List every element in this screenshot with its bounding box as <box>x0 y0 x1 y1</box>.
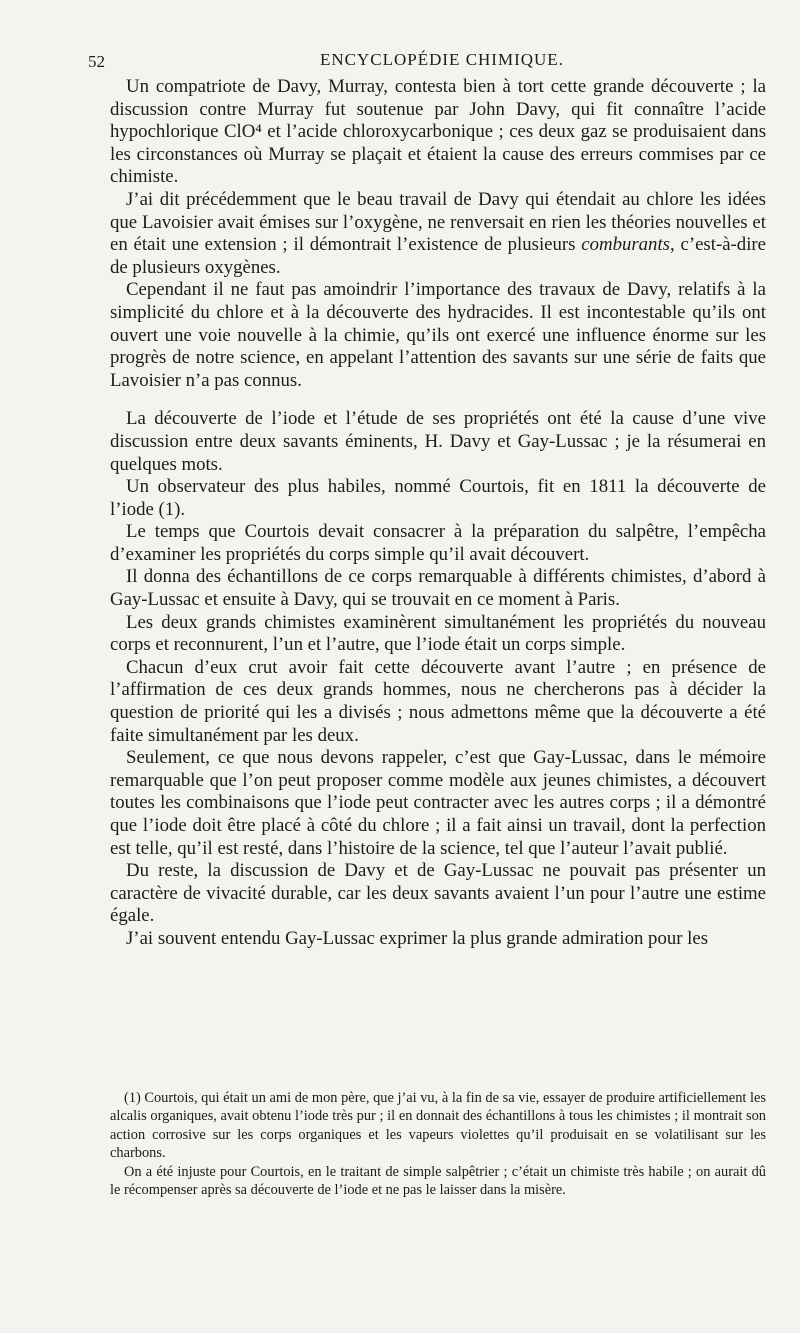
emphasized-word: comburants <box>581 234 670 256</box>
body-text <box>110 76 766 951</box>
running-head: ENCYCLOPÉDIE CHIMIQUE. <box>320 50 564 69</box>
paragraph-text: , c’est-à-dire de plusieurs oxygènes. <box>110 234 766 278</box>
paragraph: J’ai souvent entendu Gay-Lussac exprimer la plus grande admiration pour les <box>126 927 709 949</box>
paragraph <box>110 189 766 279</box>
paragraph: Il donna des échantillons de ce corps remarquable à différents chimistes, d’abord à Gay-Lussac et ensuite à Davy, qui se trouvait en ce moment à Paris. <box>110 566 766 611</box>
paragraph: Seulement, ce que nous devons rappeler, c’est que Gay-Lussac, dans le mémoire remarquable que l’on peut proposer comme modèle aux jeunes chimistes, a découvert toutes les combinaisons que l’iode peut contracter avec les autres corps ; il a démontré que l’iode doit être placé à côté du chlore ; il a fait ainsi un travail, dont la perfection est telle, qu’il est resté, dans l’histoire de la science, tel que l’auteur l’avait publié. <box>110 747 766 859</box>
footnotes <box>110 1089 766 1199</box>
paragraph: Chacun d’eux crut avoir fait cette découverte avant l’autre ; en présence de l’affirmation de ces deux grands hommes, nous ne chercherons pas à décider la question de priorité qui les a divisés ; nous admettons même que la découverte a été faite simultanément par les deux. <box>110 656 766 746</box>
footnote: (1) Courtois, qui était un ami de mon père, que j’ai vu, à la fin de sa vie, essayer de produire artificiellement les alcalis organiques, avait obtenu l’iode très pur ; il en donnait des échantillons à tous les chimistes ; il montrait son action corrosive sur les corps organiques et les vapeurs violettes qu’il produisait en se volatilisant sur les charbons. <box>110 1090 766 1162</box>
page-header <box>0 50 800 72</box>
page-number: 52 <box>88 52 105 71</box>
paragraph: Un observateur des plus habiles, nommé Courtois, fit en 1811 la découverte de l’iode (1). <box>110 476 766 520</box>
paragraph: Du reste, la discussion de Davy et de Gay-Lussac ne pouvait pas présenter un caractère de vivacité durable, car les deux savants avaient l’un pour l’autre une estime égale. <box>110 860 766 927</box>
paragraph: La découverte de l’iode et l’étude de ses propriétés ont été la cause d’une vive discussion entre deux savants éminents, H. Davy et Gay-Lussac ; je la résumerai en quelques mots. <box>110 408 766 475</box>
paragraph-text: J’ai dit précédemment que le beau travail de Davy qui étendait au chlore les idées que Lavoisier avait émises sur l’oxygène, ne renversait en rien les théories nouvelles et en était une extension ; il démontrait l’existence de plusieurs <box>110 188 766 256</box>
paragraph: Les deux grands chimistes examinèrent simultanément les propriétés du nouveau corps et reconnurent, l’un et l’autre, que l’iode était un corps simple. <box>110 611 766 656</box>
paragraph: Un compatriote de Davy, Murray, contesta bien à tort cette grande découverte ; la discussion contre Murray fut soutenue par John Davy, qui fit connaître l’acide hypochlorique ClO⁴ et l’acide chloroxycarbonique ; ces deux gaz se produisaient dans les circonstances où Murray se plaçait et étaient la cause des erreurs commises par ce chimiste. <box>110 76 766 188</box>
footnote: On a été injuste pour Courtois, en le traitant de simple salpêtrier ; c’était un chimiste très habile ; on aurait dû le récompenser après sa découverte de l’iode et ne pas le laisser dans la misère. <box>110 1163 766 1199</box>
paragraph: Cependant il ne faut pas amoindrir l’importance des travaux de Davy, relatifs à la simplicité du chlore et à la découverte des hydracides. Il est incontestable qu’ils ont ouvert une voie nouvelle à la chimie, qu’ils ont exercé une influence énorme sur les progrès de notre science, en appelant l’attention des savants sur une série de faits que Lavoisier n’a pas connus. <box>110 279 766 391</box>
paragraph: Le temps que Courtois devait consacrer à la préparation du salpêtre, l’empêcha d’examiner les propriétés du corps simple qu’il avait découvert. <box>110 521 766 565</box>
